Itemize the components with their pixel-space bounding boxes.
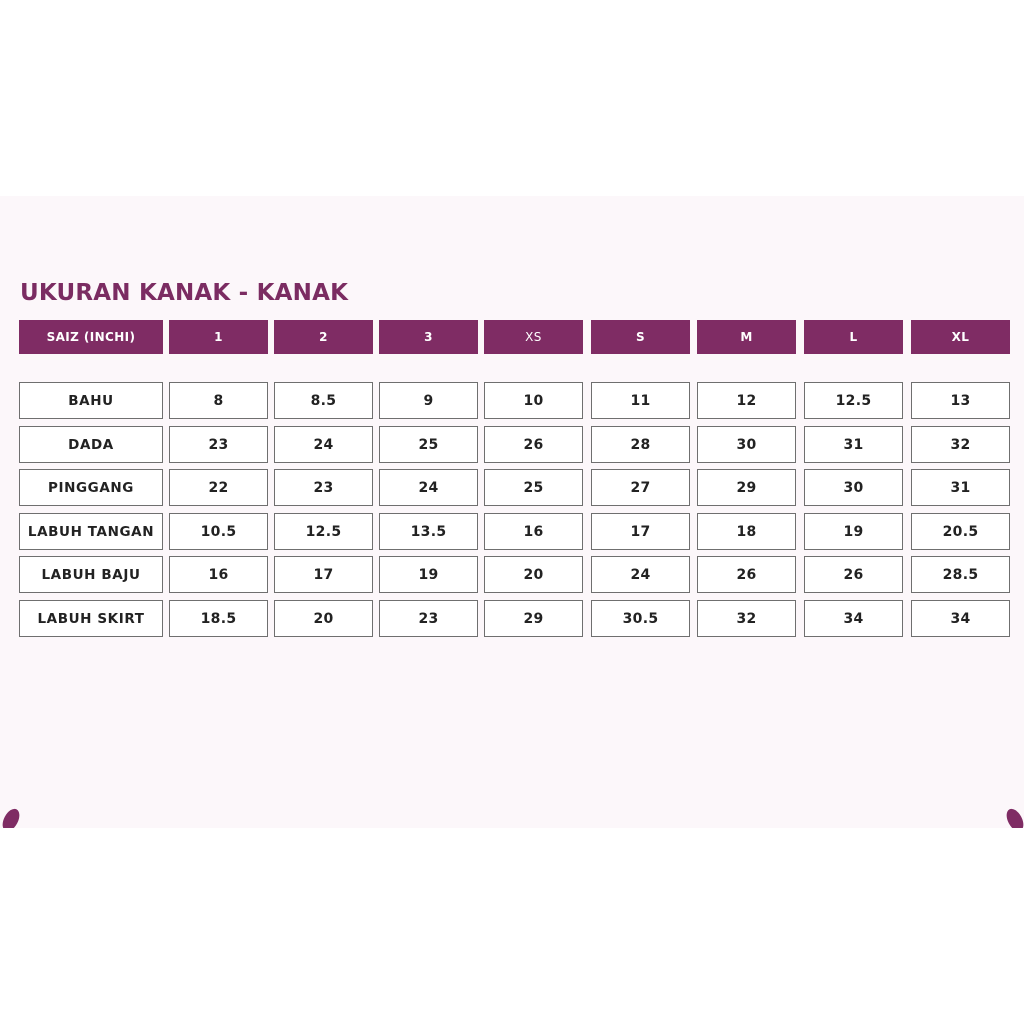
measurement-label-cell: LABUH TANGAN <box>19 513 163 550</box>
measurement-value-cell: 18 <box>697 513 796 550</box>
measurement-value-cell: 8 <box>169 382 268 419</box>
measurement-value-cell: 20 <box>484 556 583 593</box>
measurement-value-cell: 30 <box>804 469 903 506</box>
measurement-value-cell: 32 <box>911 426 1010 463</box>
measurement-value-cell: 8.5 <box>274 382 373 419</box>
chart-title: UKURAN KANAK - KANAK <box>20 280 349 306</box>
measurement-value-cell: 19 <box>804 513 903 550</box>
measurement-value-cell: 12.5 <box>274 513 373 550</box>
header-size-cell: M <box>697 320 796 354</box>
header-size-cell: 2 <box>274 320 373 354</box>
measurement-value-cell: 13 <box>911 382 1010 419</box>
measurement-value-cell: 13.5 <box>379 513 478 550</box>
measurement-value-cell: 27 <box>591 469 690 506</box>
measurement-label-cell: DADA <box>19 426 163 463</box>
header-size-cell: 3 <box>379 320 478 354</box>
size-chart-panel <box>0 196 1024 828</box>
header-size-cell: XS <box>484 320 583 354</box>
measurement-label-cell: LABUH SKIRT <box>19 600 163 637</box>
measurement-value-cell: 12.5 <box>804 382 903 419</box>
measurement-value-cell: 29 <box>484 600 583 637</box>
measurement-value-cell: 17 <box>274 556 373 593</box>
measurement-label-cell: PINGGANG <box>19 469 163 506</box>
measurement-value-cell: 34 <box>911 600 1010 637</box>
header-label-cell: SAIZ (INCHI) <box>19 320 163 354</box>
measurement-value-cell: 32 <box>697 600 796 637</box>
measurement-value-cell: 23 <box>379 600 478 637</box>
measurement-value-cell: 22 <box>169 469 268 506</box>
header-size-cell: S <box>591 320 690 354</box>
measurement-value-cell: 20.5 <box>911 513 1010 550</box>
measurement-value-cell: 10.5 <box>169 513 268 550</box>
measurement-value-cell: 9 <box>379 382 478 419</box>
measurement-value-cell: 26 <box>484 426 583 463</box>
measurement-value-cell: 16 <box>169 556 268 593</box>
measurement-value-cell: 23 <box>169 426 268 463</box>
measurement-value-cell: 12 <box>697 382 796 419</box>
measurement-value-cell: 26 <box>697 556 796 593</box>
measurement-value-cell: 30.5 <box>591 600 690 637</box>
measurement-value-cell: 31 <box>911 469 1010 506</box>
measurement-value-cell: 28.5 <box>911 556 1010 593</box>
measurement-value-cell: 18.5 <box>169 600 268 637</box>
measurement-value-cell: 34 <box>804 600 903 637</box>
measurement-value-cell: 11 <box>591 382 690 419</box>
size-table <box>0 196 1024 828</box>
measurement-value-cell: 20 <box>274 600 373 637</box>
measurement-value-cell: 29 <box>697 469 796 506</box>
measurement-value-cell: 25 <box>484 469 583 506</box>
measurement-value-cell: 26 <box>804 556 903 593</box>
measurement-value-cell: 16 <box>484 513 583 550</box>
measurement-value-cell: 23 <box>274 469 373 506</box>
measurement-value-cell: 25 <box>379 426 478 463</box>
measurement-value-cell: 28 <box>591 426 690 463</box>
measurement-value-cell: 24 <box>591 556 690 593</box>
measurement-value-cell: 30 <box>697 426 796 463</box>
measurement-value-cell: 10 <box>484 382 583 419</box>
measurement-value-cell: 24 <box>274 426 373 463</box>
header-size-cell: XL <box>911 320 1010 354</box>
measurement-label-cell: BAHU <box>19 382 163 419</box>
measurement-value-cell: 17 <box>591 513 690 550</box>
measurement-value-cell: 24 <box>379 469 478 506</box>
header-size-cell: 1 <box>169 320 268 354</box>
measurement-value-cell: 19 <box>379 556 478 593</box>
measurement-label-cell: LABUH BAJU <box>19 556 163 593</box>
header-size-cell: L <box>804 320 903 354</box>
measurement-value-cell: 31 <box>804 426 903 463</box>
